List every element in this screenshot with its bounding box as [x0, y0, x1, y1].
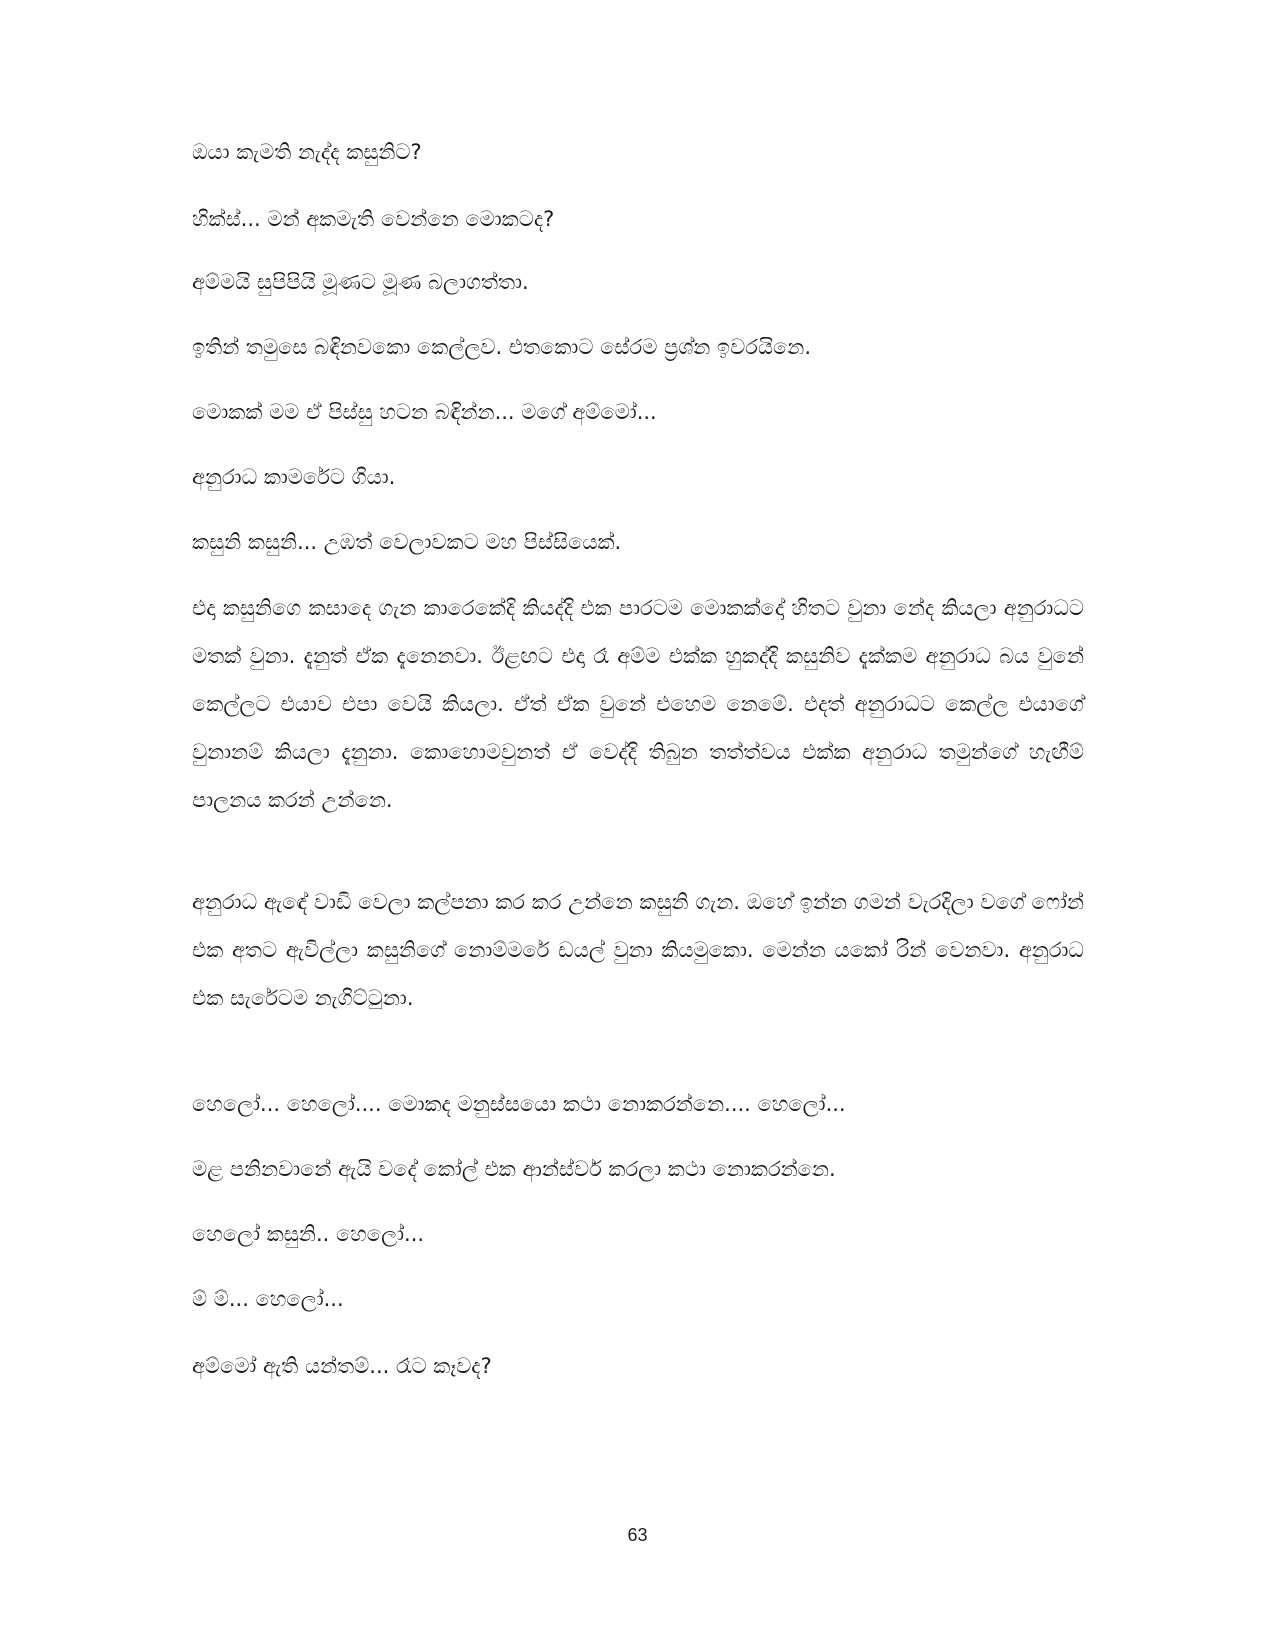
text-line: හික්ස්... මන් අකමැති වෙන්නෙ මොකටද? [192, 207, 555, 231]
text-line: ඔයා කැමති නැද්ද කසුනිට? [192, 140, 422, 164]
paragraph: අනුරාධ ඇඳේ වාඩි වෙලා කල්පනා කර කර උන්නෙ කසුනි ගැන. ඔහේ ඉන්න ගමන් වැරදිලා වගේ ෆෝන් එක අතට ඇවිල්ලා කසුනිගේ නොම්මරේ ඩයල් වුනා කියමුකො. මෙන්න යකෝ රින් වෙනවා. අනුරාධ එක සැරේටම නැගිට්ටුනා. [192, 890, 1084, 1010]
text-line: අම්මයි සුපිපියි මූණට මූණ බලාගත්තා. [192, 270, 529, 294]
text-line: අනුරාධ කාමරේට ගියා. [192, 465, 396, 489]
text-line: කසුනි කසුනි... උඹත් වෙලාවකට මහ පිස්සියෙක්. [192, 530, 622, 554]
text-line: මොකක් මම ඒ පිස්සු හටන බඳින්න... මගේ අම්මෝ... [192, 400, 657, 424]
dialogue-line: හෙලෝ කසුනි.. හෙලෝ... [192, 1222, 425, 1246]
dialogue-line: අම්මෝ ඇති යන්තම්... රෑට කෑවද? [192, 1354, 492, 1378]
page-number: 63 [627, 1525, 648, 1545]
paragraph: එදා කසුනිගෙ කසාදෙ ගැන කාරෙකේදි කියද්දි එක පාරටම මොකක්දෝ හිතට වුනා නේද කියලා අනුරාධට මතක් වුනා. දැනුත් ඒක දැනෙනවා. ඊළඟට එදා රෑ අම්ම එක්ක හුකද්දි කසුනිව දැක්කම අනුරාධ බය වුනේ කෙල්ලට එයාව එපා වෙයි කියලා. ඒත් ඒක වුනේ එහෙම නෙමේ. එදත් අනුරාධට කෙල්ල එයාගේ වුනානම් කියලා දැනුනා. කොහොමවුනත් ඒ වෙද්දි තිබුන තත්ත්වය එක්ක අනුරාධ තමුන්ගේ හැඟීම් පාලනය කරන් උන්නෙ. [192, 596, 1084, 812]
dialogue-line: ම් ම්... හෙලෝ... [192, 1287, 344, 1311]
dialogue-line: මළ පනිනවානේ ඇයි වදේ කෝල් එක ආන්ස්වර් කරලා කථා නොකරන්නෙ. [192, 1157, 836, 1181]
dialogue-line: හෙලෝ... හෙලෝ.... මොකද මනුස්සයො කථා නොකරන්නෙ.... හෙලෝ... [192, 1092, 846, 1116]
text-line: ඉතින් තමුසෙ බඳිනවකො කෙල්ලව. එතකොට සේරම ප්‍රශ්න ඉවරයිනෙ. [192, 335, 811, 359]
